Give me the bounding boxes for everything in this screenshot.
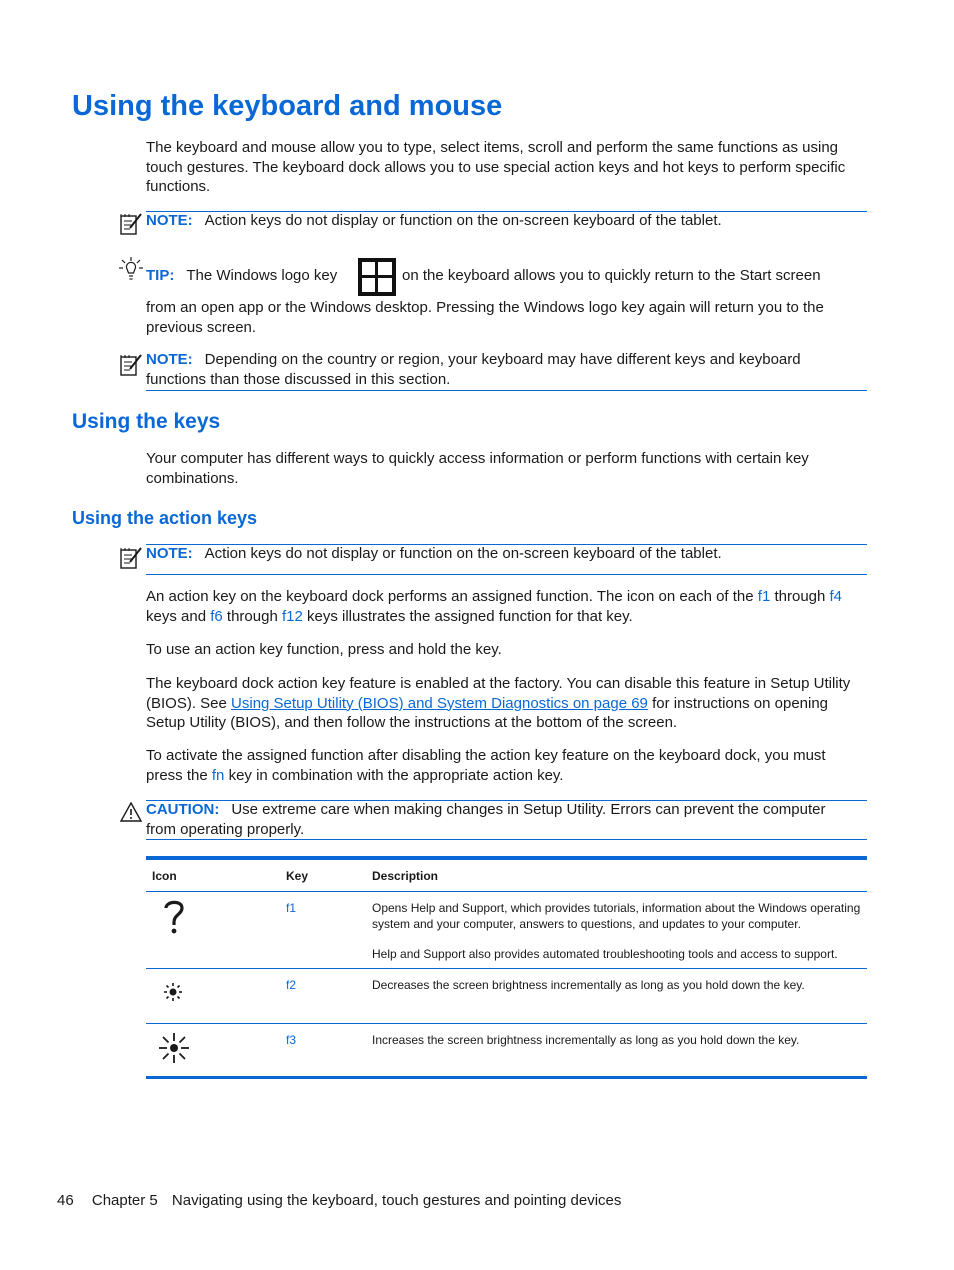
text: An action key on the keyboard dock performs an assigned function. The icon on each of the [146,588,754,605]
table-row [146,892,867,969]
note-text: Action keys do not display or function on the on-screen keyboard of the tablet. [204,212,722,229]
note-1 [146,211,858,231]
text: To activate the assigned function after disabling the action key feature on the keyboard dock, you must press the [146,747,826,784]
question-mark-icon [162,898,186,936]
key-cell: f2 [286,978,297,992]
brightness-up-icon [158,1032,190,1064]
key-f4: f4 [829,588,843,605]
key-f1: f1 [757,588,771,605]
action-keys-paragraph-4 [146,746,858,785]
note-label: NOTE: [146,212,193,229]
note-label: NOTE: [146,351,193,368]
key-cell: f3 [286,1033,297,1047]
description-text: Opens Help and Support, which provides tutorials, information about the Windows operating system and your computer, answers to questions, and updates to your computer. [372,901,861,931]
note-icon [118,545,144,571]
note-icon [118,211,144,237]
brightness-down-icon [162,981,184,1003]
caution [146,800,858,839]
caution-triangle-icon [120,802,142,822]
chapter-label: Chapter 5 [91,1192,158,1209]
header-description: Description [372,869,439,883]
tip-text-cont: from an open app or the Windows desktop. Pressing the Windows logo key again will return you to the previous screen. [146,299,824,336]
text: through [226,607,278,625]
icon-cell [146,969,280,1024]
table-row [146,969,867,1024]
section-keys-paragraph: Your computer has different ways to quickly access information or perform functions with certain key combinations. [146,450,809,487]
note-3 [146,544,858,564]
tip-text-before: The Windows logo key [186,267,338,284]
key-f12: f12 [281,607,303,625]
header-key: Key [286,869,309,883]
tip-label: TIP: [146,267,175,284]
table-row [146,1024,867,1078]
caution-label: CAUTION: [146,801,220,818]
description-cell: Increases the screen brightness incrementally as long as you hold down the key. [372,1033,800,1047]
action-keys-paragraph-3 [146,674,862,733]
text: key in combination with the appropriate action key. [228,766,564,784]
key-f6: f6 [210,607,223,625]
bios-link[interactable]: Using Setup Utility (BIOS) and System Diagnostics on page 69 [231,694,648,712]
intro-paragraph: The keyboard and mouse allow you to type, select items, scroll and perform the same functions as using touch gestures. The keyboard dock allows you to use special action keys and hot keys to perform specific functions. [146,139,846,195]
note-label: NOTE: [146,545,193,562]
note-2 [146,350,858,389]
text: keys and [146,607,207,625]
lightbulb-icon [118,256,146,282]
text: The keyboard dock action key feature is enabled at the factory. You can disable this feature in Setup Utility (BIOS). See [146,675,851,712]
caution-bottom-rule [146,839,867,840]
chapter-title: Navigating using the keyboard, touch gestures and pointing devices [171,1192,622,1209]
caution-text: Use extreme care when making changes in Setup Utility. Errors can prevent the computer from operating properly. [146,801,826,838]
tip-text-after: on the keyboard allows you to quickly return to the Start screen [402,267,821,284]
key-fn: fn [211,766,225,784]
section-heading-keys: Using the keys [72,410,221,433]
icon-cell [146,892,280,969]
note-bottom-rule [146,390,867,391]
page-number: 46 [57,1192,74,1209]
description-text: Help and Support also provides automated troubleshooting tools and access to support. [372,947,838,961]
action-keys-table [146,856,867,1079]
table-header-row [146,858,867,892]
section-heading-action-keys: Using the action keys [72,508,258,528]
text: for instructions on opening Setup Utility (BIOS), and then follow the instructions at the bottom of the screen. [146,694,829,731]
description-cell: Decreases the screen brightness incrementally as long as you hold down the key. [372,978,805,992]
note-bottom-rule [146,574,867,575]
header-icon: Icon [152,869,177,883]
icon-cell [146,1024,280,1078]
text: keys illustrates the assigned function for that key. [306,607,633,625]
key-cell: f1 [286,901,297,915]
description-cell [366,892,867,969]
note-text: Action keys do not display or function on the on-screen keyboard of the tablet. [204,545,722,562]
windows-logo-icon [358,258,396,296]
note-icon [118,352,144,378]
page-footer [57,1192,621,1209]
text: through [774,588,826,605]
action-keys-paragraph-1 [146,587,858,626]
note-text: Depending on the country or region, your keyboard may have different keys and keyboard functions than those discussed in this section. [146,351,801,388]
page-title: Using the keyboard and mouse [72,90,503,122]
action-keys-paragraph-2: To use an action key function, press and hold the key. [146,641,502,658]
